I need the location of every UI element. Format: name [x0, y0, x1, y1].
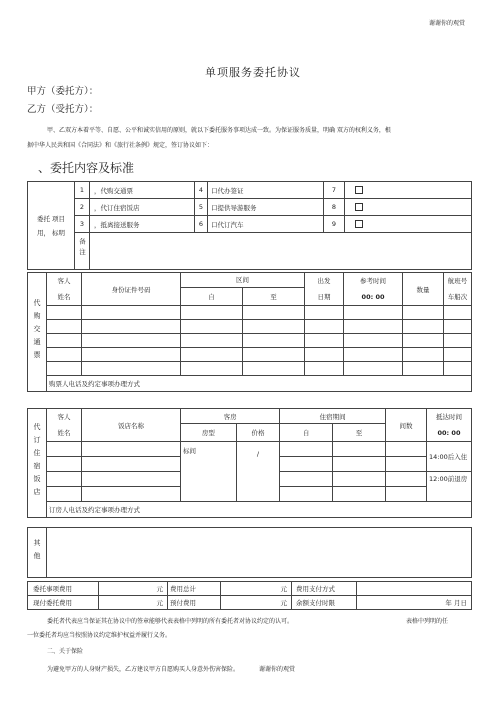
table-cell[interactable] — [82, 472, 181, 487]
table-cell[interactable] — [47, 487, 82, 502]
section-1-heading: 、委托内容及标准 — [38, 161, 135, 175]
guest-name-header — [47, 273, 82, 306]
hotel-guest-header — [47, 409, 82, 442]
service-no: 4 — [195, 182, 208, 199]
table-row — [28, 442, 472, 457]
table-cell[interactable] — [444, 348, 472, 362]
qty-header: 数量 — [403, 273, 444, 306]
table-cell[interactable] — [344, 334, 403, 348]
table-cell[interactable] — [305, 320, 344, 334]
arrive-header-text: 抵达时间 — [436, 413, 462, 421]
notice-line-1: 委托者代表应当保证其在协议中的签章能够代表表格中列明的所有委托者对协议约定的认可。 — [47, 618, 294, 625]
table-cell[interactable] — [386, 457, 427, 472]
hotel-name-header: 饭店名称 — [82, 409, 181, 442]
party-a: 甲方（委托方）： — [27, 86, 99, 97]
table-row — [28, 306, 472, 320]
party-b: 乙方（受托方）： — [27, 104, 99, 115]
table-cell[interactable] — [47, 457, 82, 472]
table-cell[interactable] — [386, 487, 427, 502]
rooms-header: 间数 — [386, 409, 427, 442]
hotel-side-cell — [28, 409, 47, 518]
price-cell[interactable]: / — [236, 442, 279, 502]
table-cell[interactable] — [181, 306, 243, 320]
table-cell[interactable] — [333, 457, 386, 472]
name-header-text: 姓名 — [57, 293, 71, 301]
flight-header-text: 航班号 — [447, 277, 468, 285]
table-cell[interactable] — [280, 442, 333, 457]
flight-header — [444, 273, 472, 306]
service-name: ，抵离接送服务 — [90, 216, 195, 233]
service-no: 1 — [75, 182, 90, 199]
table-cell[interactable] — [305, 306, 344, 320]
table-row — [28, 334, 472, 348]
table-cell[interactable] — [344, 362, 403, 376]
ref-time-header — [344, 273, 403, 306]
table-cell[interactable] — [444, 362, 472, 376]
service-no: 7 — [324, 182, 345, 199]
table-cell[interactable] — [82, 442, 181, 457]
other-side-label: 其他 — [33, 538, 41, 565]
fee-value[interactable]: 元 — [221, 596, 292, 610]
service-table — [27, 181, 472, 270]
table-cell[interactable] — [82, 457, 181, 472]
table-cell[interactable] — [280, 472, 333, 487]
header-note: 谢谢你的观赏 — [429, 20, 466, 27]
table-cell[interactable] — [82, 487, 181, 502]
table-cell[interactable] — [47, 442, 82, 457]
hotel-side-label: 代订住宿饭店 — [33, 423, 41, 501]
type-header: 房型 — [181, 424, 237, 442]
from-header: 自 — [181, 287, 243, 305]
fee-value[interactable] — [357, 582, 472, 596]
fee-label: 余额支付时限 — [292, 596, 357, 610]
service-checkbox[interactable] — [345, 216, 472, 233]
table-cell[interactable] — [243, 320, 305, 334]
remark-field[interactable] — [90, 233, 472, 270]
service-label-cell — [28, 182, 75, 270]
table-row — [28, 362, 472, 376]
room-type-cell[interactable]: 标间 — [181, 442, 237, 502]
table-cell[interactable] — [243, 306, 305, 320]
table-cell[interactable] — [82, 320, 181, 334]
table-cell[interactable] — [403, 320, 444, 334]
table-cell[interactable] — [181, 320, 243, 334]
table-cell[interactable] — [47, 334, 82, 348]
table-cell[interactable] — [444, 334, 472, 348]
table-cell[interactable] — [280, 457, 333, 472]
table-cell[interactable] — [386, 472, 427, 487]
ticket-side-cell — [28, 273, 47, 392]
fee-value[interactable]: 年 月日 — [357, 596, 472, 610]
section-header: 区间 — [181, 273, 305, 288]
arrive-header — [427, 409, 472, 442]
table-cell[interactable] — [444, 306, 472, 320]
fees-table — [27, 581, 472, 610]
fee-label: 现付委托费用 — [28, 596, 99, 610]
intro-line-1: 甲、乙双方本着平等、自愿、公平和诚实信用的原则，就以下委托服务事项达成一致。为保证服务质量，明确 双方的权利义务，根 — [47, 127, 391, 134]
room-header: 客房 — [181, 409, 280, 424]
table-cell[interactable] — [444, 320, 472, 334]
table-cell[interactable] — [403, 306, 444, 320]
table-cell[interactable] — [403, 362, 444, 376]
fee-label: 费用总计 — [168, 582, 221, 596]
table-cell[interactable] — [82, 348, 181, 362]
service-name: 口代订汽车 — [208, 216, 324, 233]
table-cell[interactable] — [386, 442, 427, 457]
hotel-guest-text: 客人 — [57, 413, 71, 421]
table-cell[interactable] — [344, 348, 403, 362]
other-side-cell — [28, 528, 47, 578]
fee-value[interactable]: 元 — [99, 582, 168, 596]
hotel-table — [27, 408, 472, 518]
depart-header-text: 出发 — [317, 277, 331, 285]
ref-time-value: 00: 00 — [361, 293, 385, 301]
fee-label: 委托事项费用 — [28, 582, 99, 596]
service-no: 6 — [195, 216, 208, 233]
service-no: 2 — [75, 199, 90, 216]
service-name: ，代购交通票 — [90, 182, 195, 199]
service-no: 5 — [195, 199, 208, 216]
fee-value[interactable]: 元 — [221, 582, 292, 596]
other-table — [27, 527, 472, 578]
table-cell[interactable] — [305, 348, 344, 362]
table-cell[interactable] — [333, 472, 386, 487]
train-header-text: 车船次 — [447, 293, 468, 301]
to-header: 至 — [243, 287, 305, 305]
notice-line-2: 一位委托者均应当按照协议约定维护权益并履行义务。 — [27, 632, 172, 639]
table-cell[interactable] — [47, 306, 82, 320]
insurance-text: 为避免甲方的人身财产损失，乙方建议甲方自愿购买人身意外伤害保险。 — [47, 666, 240, 673]
depart-header — [305, 273, 344, 306]
intro-line-2: 据中华人民共和国《合同法》和《旅行社条例》规定，签订协议如下： — [27, 142, 214, 149]
table-cell[interactable] — [82, 334, 181, 348]
notice-line-1b: 表格中列明的任 — [406, 618, 449, 625]
service-name: 口提供导游服务 — [208, 199, 324, 216]
table-cell[interactable] — [403, 334, 444, 348]
other-field[interactable] — [47, 528, 472, 578]
doc-title: 单项服务委托协议 — [205, 66, 301, 79]
service-label: 委托 项目用， 标明 — [36, 214, 66, 237]
table-cell[interactable] — [47, 348, 82, 362]
date-header-text: 日期 — [317, 293, 331, 301]
table-cell[interactable] — [47, 472, 82, 487]
fee-label: 费用支付方式 — [292, 582, 357, 596]
table-cell[interactable] — [344, 306, 403, 320]
fee-value[interactable]: 元 — [99, 596, 168, 610]
ticket-side-label: 代购交通票 — [33, 298, 41, 364]
checkin-note: 14:00后入住 — [427, 442, 472, 472]
table-cell[interactable] — [243, 334, 305, 348]
table-cell[interactable] — [243, 362, 305, 376]
table-cell[interactable] — [333, 442, 386, 457]
table-cell[interactable] — [181, 348, 243, 362]
table-row — [28, 320, 472, 334]
table-cell[interactable] — [344, 320, 403, 334]
remark-label-cell — [75, 233, 90, 270]
service-checkbox[interactable] — [345, 182, 472, 199]
fee-label: 预付费用 — [168, 596, 221, 610]
table-cell[interactable] — [305, 362, 344, 376]
hotel-footer[interactable]: 订房人电话及约定事项办理方式 — [47, 502, 472, 518]
table-cell[interactable] — [47, 320, 82, 334]
table-cell[interactable] — [280, 487, 333, 502]
service-no: 3 — [75, 216, 90, 233]
table-cell[interactable] — [181, 334, 243, 348]
insurance-tail: 谢谢你的观赏 — [259, 666, 296, 673]
price-header: 价格 — [236, 424, 279, 442]
service-name: 口代办签证 — [208, 182, 324, 199]
checkout-note: 12:00前退房 — [427, 472, 472, 502]
guest-header-text: 客人 — [57, 277, 71, 285]
ticket-footer[interactable]: 购票人电话及约定事项办理方式 — [47, 376, 472, 392]
table-cell[interactable] — [305, 334, 344, 348]
service-no: 9 — [324, 216, 345, 233]
service-name: ，代订住宿饭店 — [90, 199, 195, 216]
arrive-value: 00: 00 — [437, 429, 461, 437]
table-cell[interactable] — [333, 487, 386, 502]
stay-from-header: 自 — [280, 424, 333, 442]
hotel-name-text: 姓名 — [57, 429, 71, 437]
ticket-table — [27, 272, 472, 392]
table-cell[interactable] — [82, 306, 181, 320]
table-cell[interactable] — [181, 362, 243, 376]
table-cell[interactable] — [243, 348, 305, 362]
table-cell[interactable] — [82, 362, 181, 376]
table-row — [28, 348, 472, 362]
table-cell[interactable] — [403, 348, 444, 362]
remark-label: 备注 — [78, 238, 86, 259]
table-cell[interactable] — [47, 362, 82, 376]
id-header: 身份证件号码 — [82, 273, 181, 306]
service-no: 8 — [324, 199, 345, 216]
ref-time-header-text: 参考时间 — [360, 277, 387, 285]
stay-header: 住宿期间 — [280, 409, 386, 424]
stay-to-header: 至 — [333, 424, 386, 442]
section-2-heading: 二、关于保险 — [47, 648, 84, 655]
service-checkbox[interactable] — [345, 199, 472, 216]
